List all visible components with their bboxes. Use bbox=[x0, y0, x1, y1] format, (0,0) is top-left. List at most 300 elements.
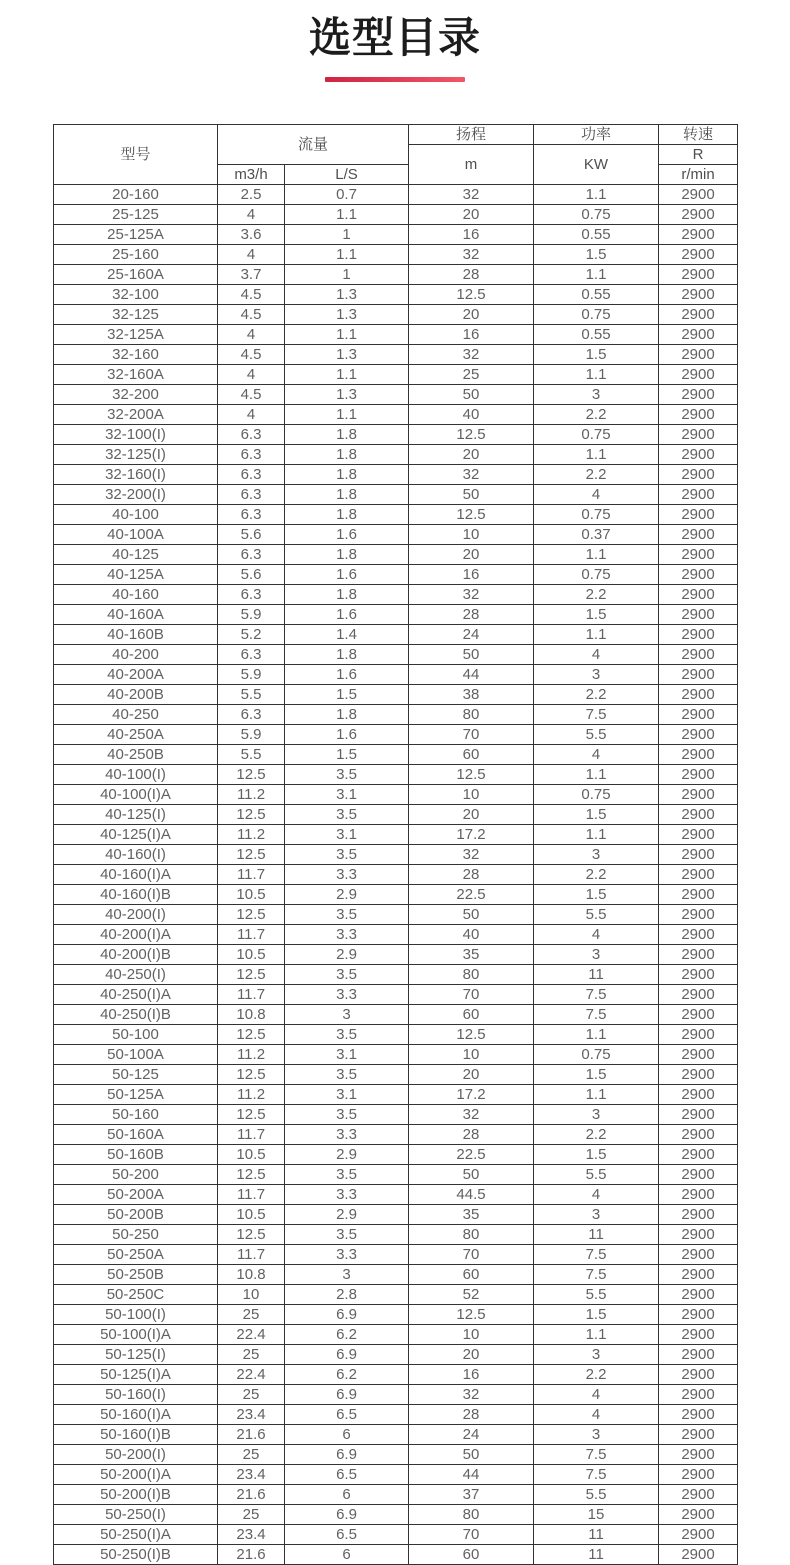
model-cell: 50-250 bbox=[54, 1225, 218, 1245]
power-cell: 1.1 bbox=[534, 1025, 659, 1045]
flow-ls-cell: 6.5 bbox=[285, 1465, 409, 1485]
flow-m3h-cell: 11.7 bbox=[218, 1125, 285, 1145]
flow-ls-cell: 1.5 bbox=[285, 745, 409, 765]
table-row bbox=[54, 1185, 738, 1205]
flow-ls-cell: 6 bbox=[285, 1545, 409, 1565]
speed-cell: 2900 bbox=[659, 465, 738, 485]
flow-ls-cell: 6.9 bbox=[285, 1505, 409, 1525]
power-cell: 3 bbox=[534, 1105, 659, 1125]
model-cell: 50-200 bbox=[54, 1165, 218, 1185]
flow-ls-cell: 1.6 bbox=[285, 725, 409, 745]
model-cell: 25-160 bbox=[54, 245, 218, 265]
speed-cell: 2900 bbox=[659, 325, 738, 345]
flow-ls-cell: 2.9 bbox=[285, 1145, 409, 1165]
model-cell: 50-125(I)A bbox=[54, 1365, 218, 1385]
flow-ls-cell: 3.5 bbox=[285, 905, 409, 925]
header-speed-unit: r/min bbox=[659, 165, 738, 185]
table-row bbox=[54, 1325, 738, 1345]
power-cell: 0.75 bbox=[534, 785, 659, 805]
power-cell: 5.5 bbox=[534, 1165, 659, 1185]
model-cell: 40-125(I)A bbox=[54, 825, 218, 845]
header-flow: 流量 bbox=[218, 125, 409, 165]
power-cell: 4 bbox=[534, 645, 659, 665]
head-cell: 20 bbox=[409, 445, 534, 465]
flow-ls-cell: 3.1 bbox=[285, 1045, 409, 1065]
model-cell: 25-125A bbox=[54, 225, 218, 245]
model-cell: 50-250(I)B bbox=[54, 1545, 218, 1565]
model-cell: 40-250 bbox=[54, 705, 218, 725]
head-cell: 22.5 bbox=[409, 885, 534, 905]
table-row bbox=[54, 1205, 738, 1225]
power-cell: 4 bbox=[534, 745, 659, 765]
power-cell: 3 bbox=[534, 665, 659, 685]
flow-m3h-cell: 25 bbox=[218, 1305, 285, 1325]
speed-cell: 2900 bbox=[659, 1465, 738, 1485]
table-row bbox=[54, 1465, 738, 1485]
head-cell: 80 bbox=[409, 705, 534, 725]
table-row bbox=[54, 205, 738, 225]
power-cell: 4 bbox=[534, 485, 659, 505]
flow-m3h-cell: 11.7 bbox=[218, 1245, 285, 1265]
power-cell: 0.75 bbox=[534, 425, 659, 445]
flow-ls-cell: 2.9 bbox=[285, 1205, 409, 1225]
power-cell: 7.5 bbox=[534, 1005, 659, 1025]
flow-m3h-cell: 10.5 bbox=[218, 945, 285, 965]
speed-cell: 2900 bbox=[659, 685, 738, 705]
header-head-unit: m bbox=[409, 145, 534, 185]
model-cell: 50-125A bbox=[54, 1085, 218, 1105]
flow-m3h-cell: 5.5 bbox=[218, 685, 285, 705]
flow-m3h-cell: 23.4 bbox=[218, 1405, 285, 1425]
table-row bbox=[54, 685, 738, 705]
speed-cell: 2900 bbox=[659, 945, 738, 965]
flow-m3h-cell: 5.9 bbox=[218, 725, 285, 745]
speed-cell: 2900 bbox=[659, 805, 738, 825]
flow-ls-cell: 1.1 bbox=[285, 245, 409, 265]
flow-ls-cell: 1.1 bbox=[285, 365, 409, 385]
head-cell: 24 bbox=[409, 1425, 534, 1445]
head-cell: 12.5 bbox=[409, 285, 534, 305]
power-cell: 3 bbox=[534, 1345, 659, 1365]
header-head: 扬程 bbox=[409, 125, 534, 145]
speed-cell: 2900 bbox=[659, 425, 738, 445]
model-cell: 40-125A bbox=[54, 565, 218, 585]
table-row bbox=[54, 1445, 738, 1465]
flow-ls-cell: 0.7 bbox=[285, 185, 409, 205]
table-row bbox=[54, 425, 738, 445]
power-cell: 2.2 bbox=[534, 865, 659, 885]
power-cell: 1.5 bbox=[534, 345, 659, 365]
flow-ls-cell: 2.8 bbox=[285, 1285, 409, 1305]
model-cell: 50-100(I) bbox=[54, 1305, 218, 1325]
speed-cell: 2900 bbox=[659, 605, 738, 625]
model-cell: 50-160(I)A bbox=[54, 1405, 218, 1425]
model-cell: 40-100A bbox=[54, 525, 218, 545]
flow-ls-cell: 3 bbox=[285, 1005, 409, 1025]
flow-m3h-cell: 12.5 bbox=[218, 1105, 285, 1125]
header-speed-r: R bbox=[659, 145, 738, 165]
power-cell: 5.5 bbox=[534, 725, 659, 745]
speed-cell: 2900 bbox=[659, 505, 738, 525]
flow-ls-cell: 6 bbox=[285, 1485, 409, 1505]
table-row bbox=[54, 765, 738, 785]
table-header bbox=[54, 125, 738, 185]
power-cell: 1.5 bbox=[534, 245, 659, 265]
flow-ls-cell: 6.5 bbox=[285, 1405, 409, 1425]
model-cell: 50-250B bbox=[54, 1265, 218, 1285]
head-cell: 60 bbox=[409, 1545, 534, 1565]
table-row bbox=[54, 1245, 738, 1265]
table-row bbox=[54, 1285, 738, 1305]
flow-m3h-cell: 12.5 bbox=[218, 845, 285, 865]
model-cell: 32-200A bbox=[54, 405, 218, 425]
table-row bbox=[54, 525, 738, 545]
flow-m3h-cell: 22.4 bbox=[218, 1325, 285, 1345]
head-cell: 32 bbox=[409, 245, 534, 265]
speed-cell: 2900 bbox=[659, 905, 738, 925]
head-cell: 16 bbox=[409, 565, 534, 585]
flow-ls-cell: 1.4 bbox=[285, 625, 409, 645]
head-cell: 32 bbox=[409, 465, 534, 485]
table-row bbox=[54, 305, 738, 325]
speed-cell: 2900 bbox=[659, 1105, 738, 1125]
speed-cell: 2900 bbox=[659, 305, 738, 325]
head-cell: 16 bbox=[409, 1365, 534, 1385]
header-speed: 转速 bbox=[659, 125, 738, 145]
table-row bbox=[54, 645, 738, 665]
flow-m3h-cell: 12.5 bbox=[218, 805, 285, 825]
power-cell: 1.5 bbox=[534, 1065, 659, 1085]
speed-cell: 2900 bbox=[659, 845, 738, 865]
head-cell: 10 bbox=[409, 785, 534, 805]
flow-ls-cell: 3.5 bbox=[285, 1025, 409, 1045]
model-cell: 50-200A bbox=[54, 1185, 218, 1205]
table-row bbox=[54, 1265, 738, 1285]
model-cell: 50-160B bbox=[54, 1145, 218, 1165]
table-row bbox=[54, 965, 738, 985]
flow-m3h-cell: 5.5 bbox=[218, 745, 285, 765]
speed-cell: 2900 bbox=[659, 245, 738, 265]
model-cell: 40-160(I)B bbox=[54, 885, 218, 905]
flow-ls-cell: 3.5 bbox=[285, 1225, 409, 1245]
table-row bbox=[54, 225, 738, 245]
speed-cell: 2900 bbox=[659, 345, 738, 365]
flow-ls-cell: 1.6 bbox=[285, 665, 409, 685]
model-cell: 50-250(I) bbox=[54, 1505, 218, 1525]
selection-table bbox=[53, 124, 738, 1565]
flow-m3h-cell: 6.3 bbox=[218, 645, 285, 665]
flow-ls-cell: 6.9 bbox=[285, 1305, 409, 1325]
flow-ls-cell: 1.3 bbox=[285, 305, 409, 325]
model-cell: 32-200(I) bbox=[54, 485, 218, 505]
model-cell: 20-160 bbox=[54, 185, 218, 205]
power-cell: 7.5 bbox=[534, 1265, 659, 1285]
flow-m3h-cell: 12.5 bbox=[218, 905, 285, 925]
power-cell: 11 bbox=[534, 1545, 659, 1565]
model-cell: 40-125(I) bbox=[54, 805, 218, 825]
speed-cell: 2900 bbox=[659, 205, 738, 225]
power-cell: 1.5 bbox=[534, 605, 659, 625]
flow-ls-cell: 1.6 bbox=[285, 525, 409, 545]
speed-cell: 2900 bbox=[659, 1445, 738, 1465]
model-cell: 50-100 bbox=[54, 1025, 218, 1045]
flow-m3h-cell: 25 bbox=[218, 1505, 285, 1525]
head-cell: 12.5 bbox=[409, 425, 534, 445]
model-cell: 40-250A bbox=[54, 725, 218, 745]
table-row bbox=[54, 505, 738, 525]
speed-cell: 2900 bbox=[659, 225, 738, 245]
speed-cell: 2900 bbox=[659, 1485, 738, 1505]
speed-cell: 2900 bbox=[659, 1425, 738, 1445]
table-row bbox=[54, 1485, 738, 1505]
speed-cell: 2900 bbox=[659, 1205, 738, 1225]
speed-cell: 2900 bbox=[659, 645, 738, 665]
flow-ls-cell: 3.5 bbox=[285, 965, 409, 985]
model-cell: 40-160B bbox=[54, 625, 218, 645]
flow-ls-cell: 1.8 bbox=[285, 425, 409, 445]
flow-m3h-cell: 12.5 bbox=[218, 1225, 285, 1245]
head-cell: 10 bbox=[409, 525, 534, 545]
head-cell: 17.2 bbox=[409, 825, 534, 845]
table-row bbox=[54, 585, 738, 605]
flow-m3h-cell: 5.6 bbox=[218, 565, 285, 585]
head-cell: 70 bbox=[409, 1245, 534, 1265]
table-row bbox=[54, 905, 738, 925]
head-cell: 17.2 bbox=[409, 1085, 534, 1105]
speed-cell: 2900 bbox=[659, 1305, 738, 1325]
flow-m3h-cell: 10.5 bbox=[218, 1205, 285, 1225]
table-row bbox=[54, 485, 738, 505]
speed-cell: 2900 bbox=[659, 865, 738, 885]
flow-ls-cell: 1.3 bbox=[285, 385, 409, 405]
flow-m3h-cell: 21.6 bbox=[218, 1485, 285, 1505]
flow-m3h-cell: 5.9 bbox=[218, 605, 285, 625]
power-cell: 0.55 bbox=[534, 225, 659, 245]
table-row bbox=[54, 1005, 738, 1025]
table-row bbox=[54, 845, 738, 865]
power-cell: 5.5 bbox=[534, 1285, 659, 1305]
flow-m3h-cell: 25 bbox=[218, 1345, 285, 1365]
model-cell: 40-160(I)A bbox=[54, 865, 218, 885]
flow-m3h-cell: 5.2 bbox=[218, 625, 285, 645]
speed-cell: 2900 bbox=[659, 625, 738, 645]
head-cell: 24 bbox=[409, 625, 534, 645]
speed-cell: 2900 bbox=[659, 1185, 738, 1205]
model-cell: 50-250C bbox=[54, 1285, 218, 1305]
head-cell: 20 bbox=[409, 545, 534, 565]
model-cell: 50-250A bbox=[54, 1245, 218, 1265]
model-cell: 50-200(I)B bbox=[54, 1485, 218, 1505]
model-cell: 32-160 bbox=[54, 345, 218, 365]
flow-ls-cell: 6.2 bbox=[285, 1365, 409, 1385]
table-row bbox=[54, 1145, 738, 1165]
flow-m3h-cell: 25 bbox=[218, 1445, 285, 1465]
head-cell: 16 bbox=[409, 325, 534, 345]
table-row bbox=[54, 385, 738, 405]
table-row bbox=[54, 705, 738, 725]
power-cell: 3 bbox=[534, 385, 659, 405]
flow-ls-cell: 1.8 bbox=[285, 545, 409, 565]
head-cell: 50 bbox=[409, 1445, 534, 1465]
model-cell: 32-100 bbox=[54, 285, 218, 305]
flow-m3h-cell: 11.7 bbox=[218, 865, 285, 885]
power-cell: 2.2 bbox=[534, 465, 659, 485]
head-cell: 60 bbox=[409, 1265, 534, 1285]
head-cell: 12.5 bbox=[409, 1305, 534, 1325]
header-power: 功率 bbox=[534, 125, 659, 145]
power-cell: 4 bbox=[534, 1385, 659, 1405]
power-cell: 7.5 bbox=[534, 1465, 659, 1485]
table-row bbox=[54, 925, 738, 945]
power-cell: 1.1 bbox=[534, 825, 659, 845]
flow-ls-cell: 3.3 bbox=[285, 925, 409, 945]
head-cell: 20 bbox=[409, 305, 534, 325]
table-row bbox=[54, 1525, 738, 1545]
model-cell: 40-200A bbox=[54, 665, 218, 685]
power-cell: 0.55 bbox=[534, 285, 659, 305]
head-cell: 37 bbox=[409, 1485, 534, 1505]
table-row bbox=[54, 605, 738, 625]
flow-ls-cell: 1.3 bbox=[285, 285, 409, 305]
power-cell: 11 bbox=[534, 1225, 659, 1245]
flow-m3h-cell: 11.2 bbox=[218, 1045, 285, 1065]
flow-ls-cell: 6.9 bbox=[285, 1385, 409, 1405]
table-row bbox=[54, 1505, 738, 1525]
flow-ls-cell: 1.8 bbox=[285, 445, 409, 465]
power-cell: 1.1 bbox=[534, 265, 659, 285]
table-row bbox=[54, 245, 738, 265]
flow-ls-cell: 6.9 bbox=[285, 1345, 409, 1365]
flow-ls-cell: 3.5 bbox=[285, 1065, 409, 1085]
speed-cell: 2900 bbox=[659, 1265, 738, 1285]
flow-ls-cell: 3.5 bbox=[285, 805, 409, 825]
power-cell: 2.2 bbox=[534, 405, 659, 425]
power-cell: 0.75 bbox=[534, 205, 659, 225]
head-cell: 80 bbox=[409, 1505, 534, 1525]
speed-cell: 2900 bbox=[659, 585, 738, 605]
model-cell: 40-100 bbox=[54, 505, 218, 525]
model-cell: 25-160A bbox=[54, 265, 218, 285]
flow-m3h-cell: 5.6 bbox=[218, 525, 285, 545]
model-cell: 40-200(I)B bbox=[54, 945, 218, 965]
table-row bbox=[54, 1545, 738, 1565]
header-row-1 bbox=[54, 125, 738, 145]
head-cell: 40 bbox=[409, 405, 534, 425]
flow-m3h-cell: 3.7 bbox=[218, 265, 285, 285]
power-cell: 0.75 bbox=[534, 305, 659, 325]
speed-cell: 2900 bbox=[659, 545, 738, 565]
flow-m3h-cell: 6.3 bbox=[218, 545, 285, 565]
table-row bbox=[54, 1365, 738, 1385]
flow-m3h-cell: 12.5 bbox=[218, 1065, 285, 1085]
flow-ls-cell: 1.3 bbox=[285, 345, 409, 365]
speed-cell: 2900 bbox=[659, 765, 738, 785]
table-row bbox=[54, 345, 738, 365]
speed-cell: 2900 bbox=[659, 385, 738, 405]
flow-ls-cell: 1.8 bbox=[285, 465, 409, 485]
model-cell: 50-200(I) bbox=[54, 1445, 218, 1465]
speed-cell: 2900 bbox=[659, 1085, 738, 1105]
flow-ls-cell: 1 bbox=[285, 265, 409, 285]
power-cell: 1.1 bbox=[534, 185, 659, 205]
head-cell: 22.5 bbox=[409, 1145, 534, 1165]
speed-cell: 2900 bbox=[659, 885, 738, 905]
head-cell: 32 bbox=[409, 585, 534, 605]
speed-cell: 2900 bbox=[659, 1025, 738, 1045]
flow-m3h-cell: 23.4 bbox=[218, 1465, 285, 1485]
flow-m3h-cell: 12.5 bbox=[218, 765, 285, 785]
speed-cell: 2900 bbox=[659, 1505, 738, 1525]
model-cell: 50-160 bbox=[54, 1105, 218, 1125]
model-cell: 50-100A bbox=[54, 1045, 218, 1065]
model-cell: 32-100(I) bbox=[54, 425, 218, 445]
model-cell: 32-125(I) bbox=[54, 445, 218, 465]
power-cell: 7.5 bbox=[534, 1245, 659, 1265]
speed-cell: 2900 bbox=[659, 285, 738, 305]
speed-cell: 2900 bbox=[659, 525, 738, 545]
model-cell: 50-125(I) bbox=[54, 1345, 218, 1365]
speed-cell: 2900 bbox=[659, 1405, 738, 1425]
flow-m3h-cell: 11.2 bbox=[218, 1085, 285, 1105]
model-cell: 40-200 bbox=[54, 645, 218, 665]
head-cell: 28 bbox=[409, 1125, 534, 1145]
speed-cell: 2900 bbox=[659, 745, 738, 765]
flow-m3h-cell: 6.3 bbox=[218, 465, 285, 485]
model-cell: 40-250(I)B bbox=[54, 1005, 218, 1025]
head-cell: 35 bbox=[409, 945, 534, 965]
power-cell: 1.5 bbox=[534, 1305, 659, 1325]
table-row bbox=[54, 1105, 738, 1125]
flow-m3h-cell: 25 bbox=[218, 1385, 285, 1405]
flow-ls-cell: 3.5 bbox=[285, 1165, 409, 1185]
power-cell: 7.5 bbox=[534, 1445, 659, 1465]
power-cell: 4 bbox=[534, 925, 659, 945]
speed-cell: 2900 bbox=[659, 965, 738, 985]
table-row bbox=[54, 1225, 738, 1245]
head-cell: 70 bbox=[409, 725, 534, 745]
flow-ls-cell: 2.9 bbox=[285, 945, 409, 965]
table-row bbox=[54, 1425, 738, 1445]
speed-cell: 2900 bbox=[659, 1045, 738, 1065]
flow-m3h-cell: 4.5 bbox=[218, 385, 285, 405]
head-cell: 28 bbox=[409, 1405, 534, 1425]
flow-ls-cell: 3.3 bbox=[285, 865, 409, 885]
table-row bbox=[54, 185, 738, 205]
flow-ls-cell: 3.5 bbox=[285, 1105, 409, 1125]
power-cell: 5.5 bbox=[534, 905, 659, 925]
head-cell: 44.5 bbox=[409, 1185, 534, 1205]
flow-m3h-cell: 4.5 bbox=[218, 305, 285, 325]
table-row bbox=[54, 1305, 738, 1325]
table-row bbox=[54, 405, 738, 425]
head-cell: 50 bbox=[409, 905, 534, 925]
table-row bbox=[54, 805, 738, 825]
power-cell: 7.5 bbox=[534, 985, 659, 1005]
head-cell: 25 bbox=[409, 365, 534, 385]
speed-cell: 2900 bbox=[659, 445, 738, 465]
flow-ls-cell: 1.1 bbox=[285, 205, 409, 225]
model-cell: 40-250(I) bbox=[54, 965, 218, 985]
flow-m3h-cell: 5.9 bbox=[218, 665, 285, 685]
flow-ls-cell: 1.8 bbox=[285, 645, 409, 665]
speed-cell: 2900 bbox=[659, 1225, 738, 1245]
table-row bbox=[54, 565, 738, 585]
flow-m3h-cell: 11.2 bbox=[218, 785, 285, 805]
model-cell: 50-200(I)A bbox=[54, 1465, 218, 1485]
flow-m3h-cell: 2.5 bbox=[218, 185, 285, 205]
speed-cell: 2900 bbox=[659, 565, 738, 585]
speed-cell: 2900 bbox=[659, 785, 738, 805]
